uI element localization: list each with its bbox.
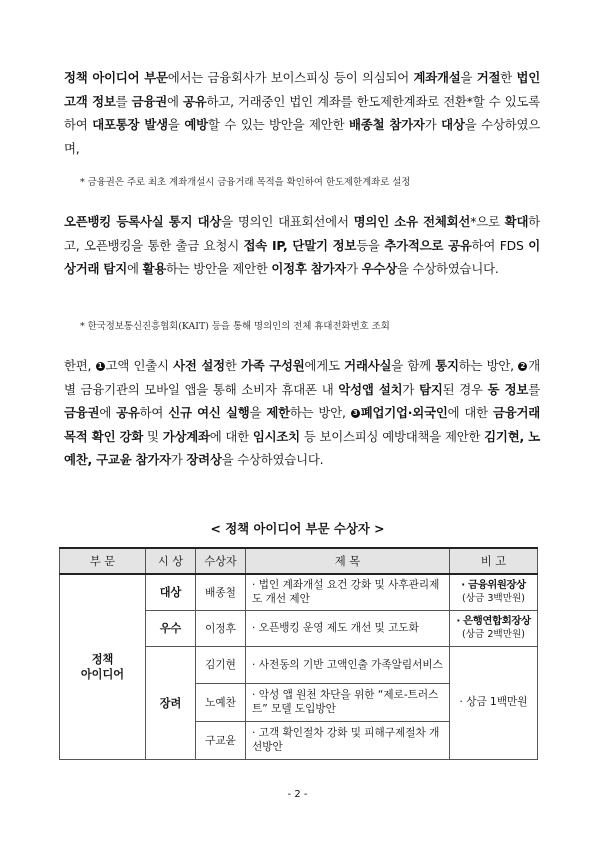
bold-text: 동 정보 [487, 381, 529, 397]
text-run: 등 보이스피싱 예방대책을 제안한 [299, 428, 485, 444]
header-title: 제 목 [246, 548, 450, 574]
paragraph-excellence-prize [64, 210, 540, 281]
header-winner: 수상자 [196, 548, 246, 574]
text-run: 을 [249, 405, 267, 421]
award-cell: 대상 [146, 574, 196, 610]
note-prize: · 은행연합회장상 [456, 615, 531, 627]
winner-cell: 이정후 [196, 610, 246, 646]
title-cell: · 법인 계좌개설 요건 강화 및 사후관리제도 개선 제안 [246, 574, 450, 610]
text-run: 을 수상하였습니다. [221, 452, 324, 468]
note-money: (상금 3백만원) [462, 593, 525, 605]
bold-text: 악성앱 설치 [338, 381, 403, 397]
bold-text: 정책 아이디어 부문 [64, 70, 168, 85]
circled-number: 2 [518, 362, 527, 371]
text-run: 에 [166, 93, 183, 109]
text-run: 에 [99, 405, 117, 421]
text-run: 하는 방안을 제안한 [166, 261, 272, 277]
bold-text: 통지 [435, 358, 459, 373]
award-cell: 장려 [146, 646, 196, 759]
bold-text: 임시조치 [252, 428, 300, 444]
text-run: 및 [143, 428, 163, 444]
bold-text: 명의인 소유 전체회선 [353, 214, 471, 229]
text-run: 을 수상하였습니다. [396, 261, 499, 277]
text-run: 하고, 거래중인 법인 계좌를 한도제한계좌로 전환*할 수 있도록 하여 [64, 93, 541, 133]
note-money: (상금 2백만원) [462, 629, 525, 640]
title-cell: · 악성 앱 원천 차단을 위한 “제로-트러스트” 모델 도입방안 [246, 683, 450, 721]
bold-text: 우수상 [361, 261, 397, 277]
text-run: 를 [528, 381, 540, 397]
header-note: 비 고 [450, 548, 538, 574]
bold-text: 접속 IP, 단말기 정보 [243, 237, 357, 253]
title-cell: · 고객 확인절차 강화 및 피해구제절차 개선방안 [246, 721, 450, 759]
circled-number: 3 [351, 409, 360, 418]
title-cell: · 오픈뱅킹 운영 제도 개선 및 고도화 [246, 610, 450, 646]
text-run: 된 경우 [442, 381, 488, 397]
text-run: 가 [424, 117, 442, 133]
text-run: 을 함께 [391, 358, 436, 373]
text-run: 가 [402, 381, 420, 397]
bold-text: 법인 고객 정보 [64, 70, 540, 109]
bold-text: 가상계좌 [162, 428, 210, 444]
text-run: 가 [170, 452, 187, 468]
circled-number: 1 [96, 362, 105, 371]
bold-text: 금융권 [131, 93, 167, 109]
bold-text: 신규 여신 실행 [168, 405, 250, 421]
bold-text: 금융거래목적 확인 강화 [64, 405, 541, 444]
page-number: - 2 - [287, 789, 308, 800]
bold-text: 김기현, 노예찬, 구교윤 참가자 [64, 428, 541, 468]
bold-text: 예방 [184, 117, 208, 133]
bold-text: 오픈뱅킹 등록사실 통지 대상 [64, 214, 222, 229]
note-cell [450, 574, 538, 610]
text-run: 을 [460, 70, 477, 85]
text-run: 등을 [356, 237, 385, 253]
text-run: 고액 인출시 [105, 358, 174, 373]
footnote-account-limit: * 금융권은 주로 최초 계좌개설시 금융거래 목적을 확인하여 한도제한계좌로 설정 [80, 177, 411, 188]
bold-text: 추가적으로 공유 [384, 237, 472, 253]
bold-text: 거절 [476, 70, 501, 85]
note-cell [450, 610, 538, 646]
paragraph-grand-prize [64, 66, 540, 160]
bold-text: 제한 [266, 405, 290, 421]
text-run: 한편, [64, 358, 96, 373]
text-run: 에게도 [304, 358, 345, 373]
title-cell: · 사전동의 기반 고액인출 가족알림서비스 [246, 646, 450, 683]
text-run: 을 명의인 대표회선에서 [221, 214, 354, 229]
bold-text: 장려상 [186, 452, 222, 468]
bold-text: 가족 구성원 [240, 358, 305, 373]
bold-text: 폐업기업·외국인 [360, 405, 448, 421]
text-run: 하여 [139, 405, 169, 421]
note-prize: · 금융위원장상 [461, 579, 526, 592]
bold-text: 대포통장 발생 [92, 117, 168, 133]
text-run: *으로 [470, 214, 505, 229]
winner-cell: 구교윤 [196, 721, 246, 759]
text-run: 에 대한 [209, 428, 253, 444]
text-run: 에서는 금융회사가 보이스피싱 등이 의심되어 [167, 70, 414, 85]
text-run: 하는 방안, [458, 358, 519, 373]
winners-table [59, 547, 538, 760]
winner-cell: 노예찬 [196, 683, 246, 721]
text-run: 하는 방안, [289, 405, 351, 421]
award-cell: 우수 [146, 610, 196, 646]
text-run: 하고, 오픈뱅킹을 통한 출금 요청시 [64, 214, 540, 253]
text-run: 한 [224, 358, 241, 373]
text-run: 에 [126, 261, 143, 277]
bold-text: 확대 [504, 214, 529, 229]
table-title: < 정책 아이디어 부문 수상자 > [210, 521, 385, 536]
text-run: 한 [500, 70, 517, 85]
bold-text: 이상거래 탐지 [64, 237, 541, 277]
text-run: 을 [167, 117, 185, 133]
text-run: 을 수상하였으며, [64, 117, 541, 156]
header-award: 시 상 [146, 548, 196, 574]
text-run: 개별 금융기관의 모바일 앱을 통해 소비자 휴대폰 내 [64, 358, 540, 397]
text-run: 를 [115, 93, 132, 109]
bold-text: 사전 설정 [173, 358, 225, 373]
text-run: 가 [346, 261, 362, 277]
category-cell: 정책 아이디어 [60, 574, 146, 759]
bold-text: 공유 [116, 405, 140, 421]
bold-text: 계좌개설 [413, 70, 461, 85]
bold-text: 이정후 참가자 [271, 261, 347, 277]
footnote-kait: * 한국정보통신진흥협회(KAIT) 등을 통해 명의인의 전체 휴대전화번호 조회 [80, 321, 390, 332]
paragraph-encouragement-prize [64, 354, 540, 472]
bold-text: 공유 [182, 93, 207, 109]
bold-text: 활용 [142, 261, 167, 277]
bold-text: 금융권 [64, 405, 100, 421]
winner-cell: 김기현 [196, 646, 246, 683]
text-run: 에 대한 [447, 405, 493, 421]
winner-cell: 배종철 [196, 574, 246, 610]
table-row [60, 574, 538, 610]
note-cell: · 상금 1백만원 [450, 646, 538, 759]
header-category: 부 문 [60, 548, 146, 574]
bold-text: 탐지 [419, 381, 443, 397]
bold-text: 배종철 참가자 [349, 117, 425, 133]
text-run: 할 수 있는 방안을 제안한 [207, 117, 350, 133]
bold-text: 거래사실 [344, 358, 392, 373]
text-run: 하여 FDS [471, 237, 529, 253]
bold-text: 대상 [441, 117, 465, 133]
